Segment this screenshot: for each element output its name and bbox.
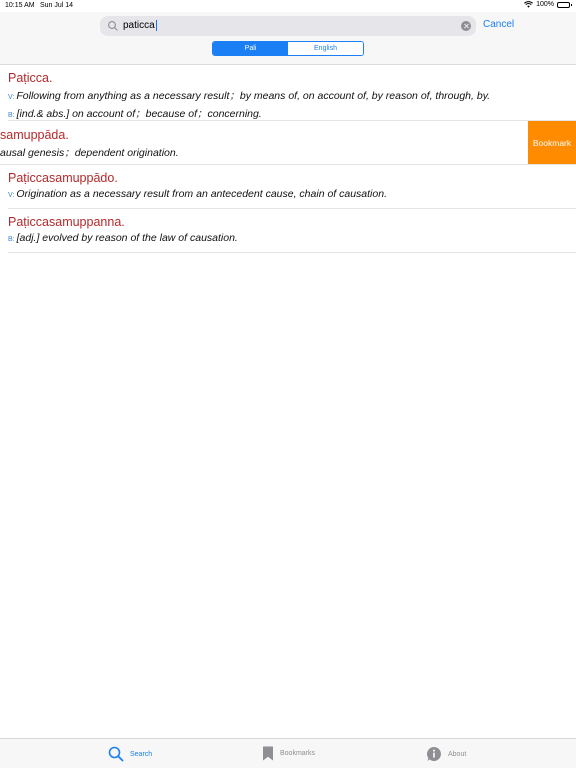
result-row[interactable] <box>8 65 576 121</box>
segment-english[interactable]: English <box>288 42 363 55</box>
bookmark-swipe-button[interactable]: Bookmark <box>528 121 576 164</box>
status-bar <box>0 0 576 12</box>
result-row-content[interactable] <box>0 121 179 160</box>
result-definition: V: Origination as a necessary result from an antecedent cause, chain of causation. <box>8 188 387 200</box>
search-icon <box>108 746 124 762</box>
tab-search[interactable] <box>108 746 152 762</box>
tab-about-label: About <box>448 750 467 758</box>
wifi-icon <box>524 1 533 8</box>
tab-about[interactable] <box>426 746 466 762</box>
battery-percent: 100% <box>536 1 554 8</box>
tab-search-label: Search <box>130 750 153 758</box>
source-tag: V: <box>8 94 15 101</box>
status-right <box>524 1 570 8</box>
source-tag: B: <box>8 236 15 243</box>
clear-search-icon[interactable] <box>461 21 471 31</box>
result-headword: Paṭiccasamuppādo. <box>8 171 118 185</box>
cancel-button[interactable]: Cancel <box>483 19 515 30</box>
result-row-swiped[interactable] <box>0 121 576 165</box>
tab-bookmarks[interactable] <box>262 746 315 761</box>
result-definition: ausal genesis；dependent origination. <box>0 147 179 159</box>
results-list[interactable] <box>0 65 576 253</box>
result-definition: B: [adj.] evolved by reason of the law of causation. <box>8 232 238 244</box>
result-row[interactable] <box>8 165 576 209</box>
search-input[interactable]: paticca <box>123 20 155 32</box>
source-tag: V: <box>8 192 15 199</box>
result-headword: Paṭicca. <box>8 71 53 85</box>
text-caret <box>156 20 157 31</box>
segment-pali[interactable]: Pali <box>213 42 288 55</box>
result-definition: B: [ind.& abs.] on account of；because of；concerning. <box>8 108 262 120</box>
search-bar[interactable] <box>100 16 476 36</box>
info-icon <box>426 746 442 762</box>
result-definition: V: Following from anything as a necessary result；by means of, on account of, by reason of, through, by. <box>8 90 491 102</box>
battery-icon <box>557 2 570 8</box>
status-date: Sun Jul 14 <box>40 2 74 9</box>
header <box>0 12 576 65</box>
tab-bar <box>0 738 576 768</box>
result-headword: Paṭiccasamuppanna. <box>8 215 125 229</box>
bookmark-icon <box>262 746 274 761</box>
language-segmented-control[interactable] <box>212 41 364 56</box>
tab-bookmarks-label: Bookmarks <box>280 750 316 757</box>
status-time: 10:15 AM <box>5 2 35 9</box>
result-row[interactable] <box>8 209 576 253</box>
result-headword: samuppāda. <box>0 128 69 142</box>
source-tag: B: <box>8 112 15 119</box>
search-icon <box>105 18 121 34</box>
